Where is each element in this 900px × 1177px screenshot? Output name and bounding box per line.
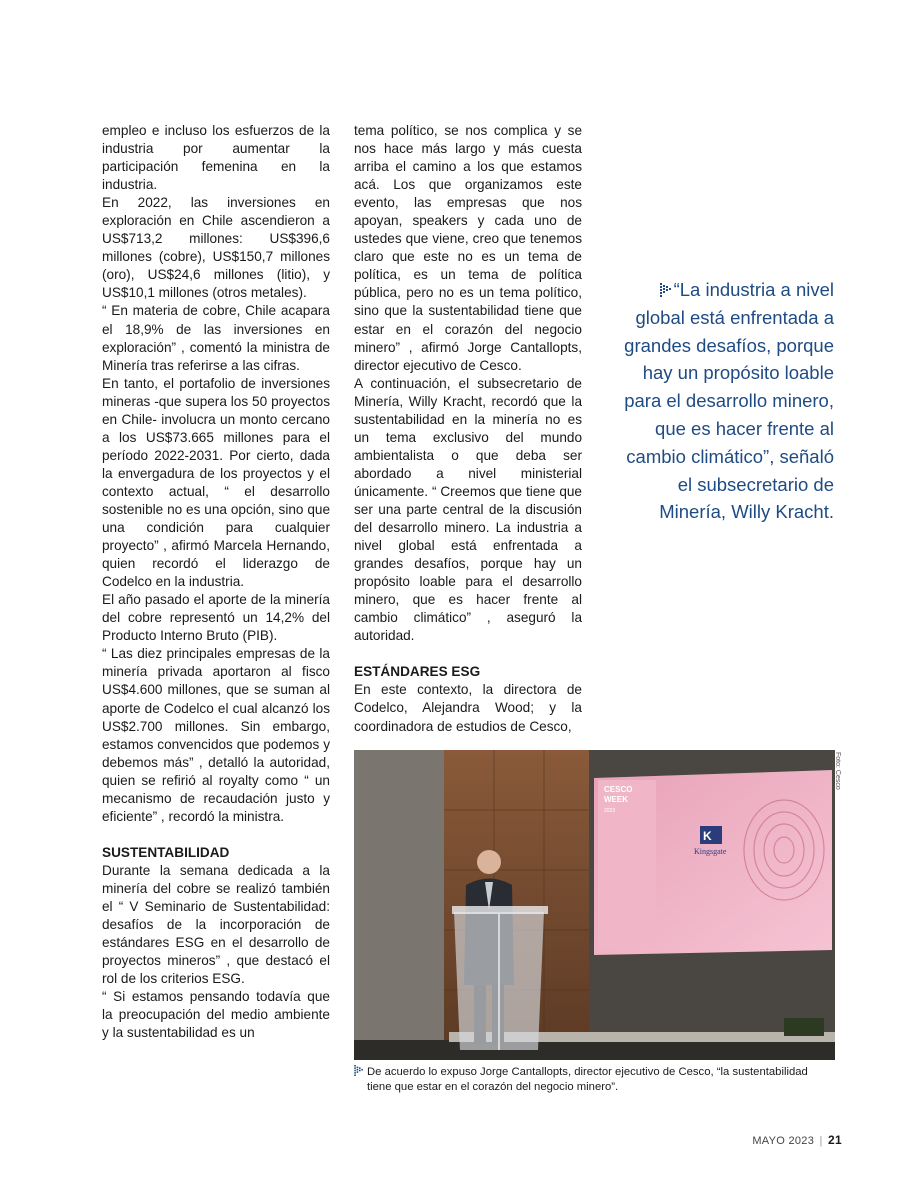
screen-title-1: CESCO (604, 785, 633, 794)
paragraph: “ En materia de cobre, Chile acapara el 18,9% de las inversiones en exploración” , comentó la ministra de Minería tras referirse a las cifras. (102, 303, 330, 373)
paragraph: “ Si estamos pensando todavía que la preocupación del medio ambiente y la sustentabilidad es un (102, 989, 330, 1041)
svg-text:K: K (703, 829, 712, 843)
screen-date: 2023 (604, 808, 616, 814)
paragraph: El año pasado el aporte de la minería del cobre representó un 14,2% del Producto Interno Bruto (PIB). (102, 592, 330, 644)
lectern (452, 906, 548, 1050)
paragraph: tema político, se nos complica y se nos hace más largo y más cuesta arriba el camino a los que estamos acá. Los que organizamos este evento, las empresas que nos apoyan, speakers y cada uno de ustedes que viene, creo que tenemos claro que este no es un tema de política, es un tema de política pública, pero no es un tema político, sino que la sustentabilidad tiene que estar en el corazón del negocio minero” , afirmó Jorge Cantallopts, director ejecutivo de Cesco. (354, 123, 582, 373)
kingsgate-logo-icon (700, 826, 722, 844)
caption-dots-icon (354, 1065, 364, 1076)
photo-caption (354, 1065, 836, 1094)
paragraph: En 2022, las inversiones en exploración en Chile ascendieron a US$713,2 millones: US$396,6 millones (cobre), US$150,7 millones (oro), US$24,6 millones (litio), y US$10,1 millones (otros metales). (102, 195, 330, 301)
paragraph: En este contexto, la directora de Codelco, Alejandra Wood; y la coordinadora de estudios de Cesco, (354, 682, 582, 734)
event-photo (354, 750, 835, 1060)
section-heading-estandares-esg: ESTÁNDARES ESG (354, 664, 481, 680)
paragraph: Durante la semana dedicada a la minería del cobre se realizó también el “ V Seminario de Sustentabilidad: desafíos de la incorporación de estándares ESG en el desarrollo de proyectos mineros” , que destacó el rol de los criterios ESG. (102, 862, 330, 987)
page-number: 21 (828, 1133, 842, 1147)
article-column-1 (102, 122, 330, 1042)
article-column-2 (354, 122, 582, 736)
photo-illustration (354, 750, 835, 1060)
issue-date: MAYO 2023 (752, 1135, 815, 1147)
footer-separator: | (819, 1135, 823, 1147)
paragraph: En tanto, el portafolio de inversiones mineras -que supera los 50 proyectos en Chile- involucra un monto cercano a los US$73.665 millones para el período 2022-2031. Por cierto, dada la envergadura de los proyectos y el contexto actual, “ el desarrollo sostenible no es una opción, sino que una condición para cualquier proyecto” , afirmó Marcela Hernando, quien recordó el liderazgo de Codelco en la industria. (102, 375, 330, 590)
pull-quote (612, 276, 834, 526)
quote-dots-icon (660, 283, 672, 297)
photo-credit: Foto: Cesco (834, 752, 841, 790)
section-heading-sustentabilidad: SUSTENTABILIDAD (102, 844, 230, 860)
pull-quote-text: “La industria a nivel global está enfrentada a grandes desafíos, porque hay un propósito loable para el desarrollo minero, que es hacer frente al cambio climático”, señaló el subsecretario de Minería, Willy Kracht. (624, 279, 834, 523)
page-footer (752, 1133, 842, 1147)
paragraph: empleo e incluso los esfuerzos de la industria por aumentar la participación femenina en la industria. (102, 123, 330, 193)
paragraph: A continuación, el subsecretario de Minería, Willy Kracht, recordó que la sustentabilidad en la minería no es un tema exclusivo del mundo ambientalista o que deba ser abordado a nivel ministerial únicamente. “ Creemos que tiene que ser una parte central de la discusión del desarrollo minero. La industria a nivel global está enfrentada a grandes desafíos, porque hay un propósito loable para el desarrollo minero, que es hacer frente al cambio climático” , aseguró la autoridad. (354, 375, 582, 644)
caption-line-1: De acuerdo lo expuso Jorge Cantallopts, director ejecutivo de Cesco, “la sustentabilidad (367, 1066, 808, 1078)
paragraph: “ Las diez principales empresas de la minería privada aportaron al fisco US$4.600 millones, que se suman al aporte de Codelco el cual alcanzó los US$2.700 millones. Sin embargo, estamos convencidos que podemos y debemos más” , detalló la autoridad, quien se refirió al royalty como “ un mecanismo de recaudación justo y eficiente” , recordó la ministra. (102, 646, 330, 824)
screen-brand: Kingsgate (694, 847, 727, 856)
screen-title-2: WEEK (604, 795, 628, 804)
caption-line-2: tiene que estar en el corazón del negocio minero”. (367, 1080, 619, 1093)
